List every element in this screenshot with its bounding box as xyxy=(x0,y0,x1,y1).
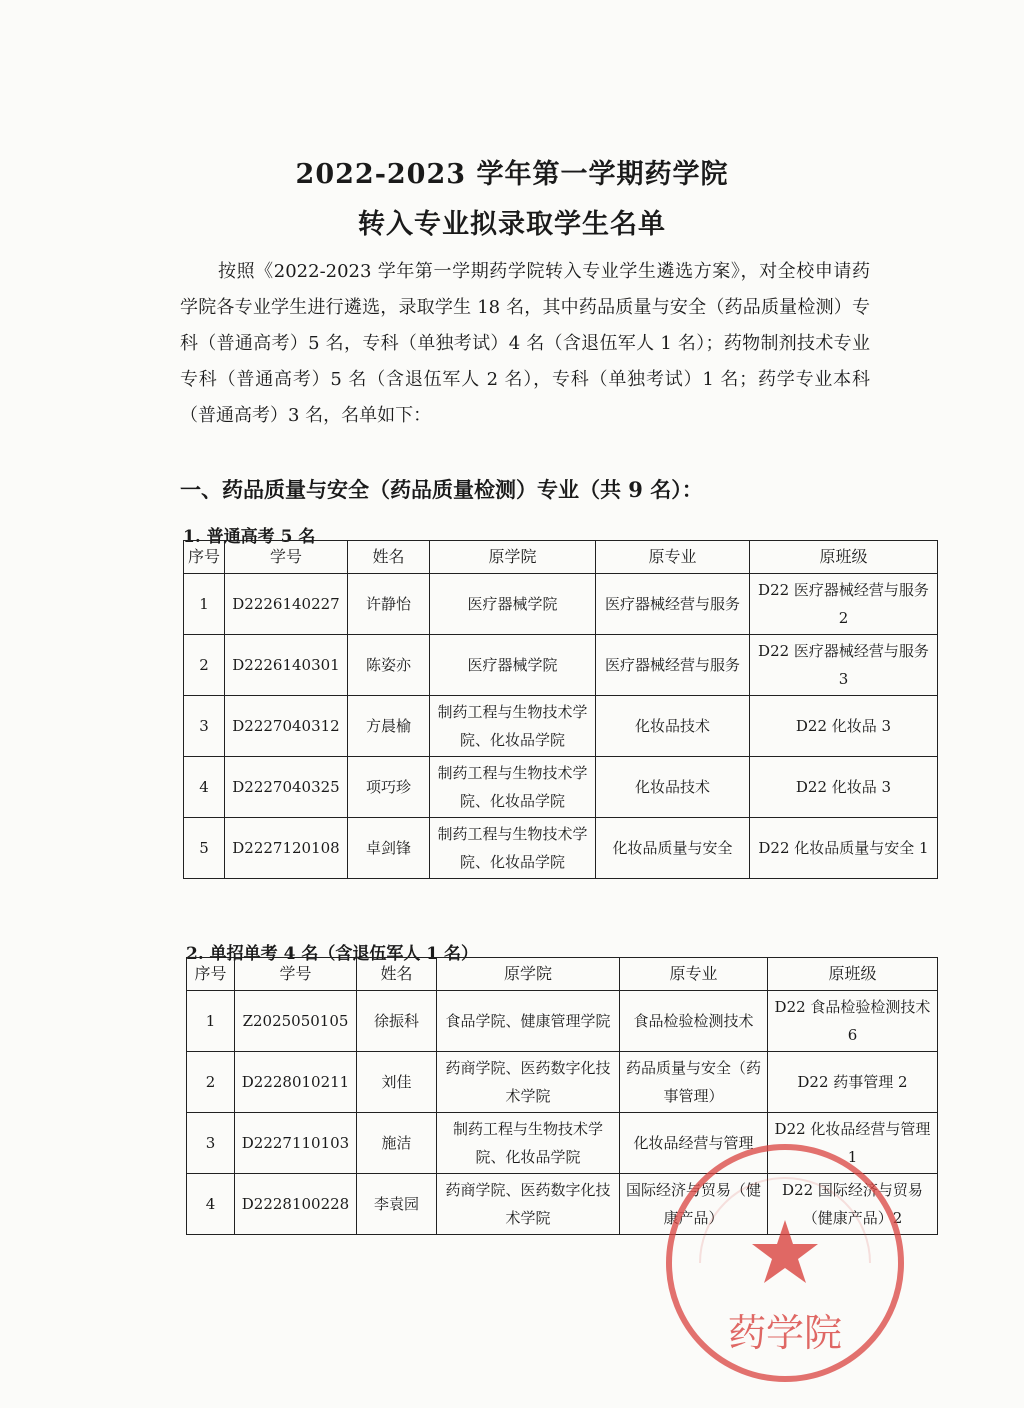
column-header: 序号 xyxy=(184,541,225,574)
table-cell: 化妆品技术 xyxy=(596,696,750,757)
table-cell: D2226140301 xyxy=(225,635,348,696)
table-cell: D22 化妆品质量与安全 1 xyxy=(750,818,938,879)
table-cell: D22 药事管理 2 xyxy=(768,1052,938,1113)
table-cell: 制药工程与生物技术学院、化妆品学院 xyxy=(430,696,596,757)
column-header: 原专业 xyxy=(596,541,750,574)
column-header: 姓名 xyxy=(348,541,430,574)
table-cell: 化妆品技术 xyxy=(596,757,750,818)
seal-star-icon xyxy=(752,1220,818,1283)
table-cell: 3 xyxy=(187,1113,235,1174)
table-cell: D2227040312 xyxy=(225,696,348,757)
table-cell: 药商学院、医药数字化技术学院 xyxy=(437,1052,620,1113)
table-cell: 方晨榆 xyxy=(348,696,430,757)
column-header: 原班级 xyxy=(768,958,938,991)
table-cell: 医疗器械经营与服务 xyxy=(596,574,750,635)
column-header: 原专业 xyxy=(620,958,768,991)
table-cell: 施洁 xyxy=(357,1113,437,1174)
table-cell: 1 xyxy=(187,991,235,1052)
table-cell: 医疗器械经营与服务 xyxy=(596,635,750,696)
table-cell: D2228010211 xyxy=(235,1052,357,1113)
table-row xyxy=(184,574,938,635)
table-cell: 药商学院、医药数字化技术学院 xyxy=(437,1174,620,1235)
table-cell: 徐振科 xyxy=(357,991,437,1052)
table-cell: 药品质量与安全（药事管理） xyxy=(620,1052,768,1113)
intro-text: 按照《2022-2023 学年第一学期药学院转入专业学生遴选方案》，对全校申请药学院各专业学生进行遴选，录取学生 18 名，其中药品质量与安全（药品质量检测）专科（普通高考）5 名，专科（单独考试）4 名（含退伍军人 1 名）；药物制剂技术专业专科（普通高考）5 名（含退伍军人 2 名），专科（单独考试）1 名；药学专业本科（普通高考）3 名，名单如下： xyxy=(180,261,870,426)
table-cell: D22 食品检验检测技术 6 xyxy=(768,991,938,1052)
table-row xyxy=(184,696,938,757)
seal-text: 药学院 xyxy=(727,1311,843,1355)
table-cell: 食品检验检测技术 xyxy=(620,991,768,1052)
section-heading: 一、药品质量与安全（药品质量检测）专业（共 9 名）： xyxy=(180,477,703,502)
table-cell: 许静怡 xyxy=(348,574,430,635)
table-cell: D22 国际经济与贸易（健康产品）2 xyxy=(768,1174,938,1235)
document-subtitle: 转入专业拟录取学生名单 xyxy=(358,209,666,240)
table-cell: D22 化妆品经营与管理 1 xyxy=(768,1113,938,1174)
document-title: 2022-2023 学年第一学期药学院 xyxy=(295,159,729,190)
table-header-row xyxy=(184,541,938,574)
column-header: 原学院 xyxy=(430,541,596,574)
table-row xyxy=(184,818,938,879)
table-cell: D22 医疗器械经营与服务 2 xyxy=(750,574,938,635)
table-cell: 4 xyxy=(184,757,225,818)
table-cell: 制药工程与生物技术学院、化妆品学院 xyxy=(430,757,596,818)
table-cell: D22 化妆品 3 xyxy=(750,757,938,818)
table-cell: 刘佳 xyxy=(357,1052,437,1113)
table-cell: 陈姿亦 xyxy=(348,635,430,696)
table-cell: Z2025050105 xyxy=(235,991,357,1052)
table-cell: D22 医疗器械经营与服务 3 xyxy=(750,635,938,696)
table-cell: 5 xyxy=(184,818,225,879)
table-row xyxy=(187,1052,938,1113)
table-cell: D2227040325 xyxy=(225,757,348,818)
table-cell: 2 xyxy=(184,635,225,696)
table-body xyxy=(184,574,938,879)
column-header: 学号 xyxy=(225,541,348,574)
column-header: 姓名 xyxy=(357,958,437,991)
table-cell: D2228100228 xyxy=(235,1174,357,1235)
table-cell: 项巧珍 xyxy=(348,757,430,818)
table-row xyxy=(184,757,938,818)
table-cell: 李袁园 xyxy=(357,1174,437,1235)
table-row xyxy=(187,991,938,1052)
table-cell: D2227120108 xyxy=(225,818,348,879)
admission-table-regular-exam xyxy=(183,540,938,879)
column-header: 原班级 xyxy=(750,541,938,574)
table-cell: 3 xyxy=(184,696,225,757)
table-cell: 医疗器械学院 xyxy=(430,635,596,696)
table-cell: 卓剑锋 xyxy=(348,818,430,879)
table-cell: 化妆品质量与安全 xyxy=(596,818,750,879)
column-header: 序号 xyxy=(187,958,235,991)
intro-paragraph xyxy=(180,254,870,434)
table-cell: 食品学院、健康管理学院 xyxy=(437,991,620,1052)
table-header-row xyxy=(187,958,938,991)
table-cell: D2227110103 xyxy=(235,1113,357,1174)
column-header: 学号 xyxy=(235,958,357,991)
group-heading-regular-exam: 1. 普通高考 5 名 xyxy=(183,527,316,547)
table-cell: 医疗器械学院 xyxy=(430,574,596,635)
table-cell: D22 化妆品 3 xyxy=(750,696,938,757)
table-cell: 国际经济与贸易（健康产品） xyxy=(620,1174,768,1235)
group-heading-single-exam: 2. 单招单考 4 名（含退伍军人 1 名） xyxy=(186,944,478,964)
table-row xyxy=(184,635,938,696)
table-cell: 4 xyxy=(187,1174,235,1235)
table-cell: 制药工程与生物技术学院、化妆品学院 xyxy=(430,818,596,879)
table-cell: 2 xyxy=(187,1052,235,1113)
column-header: 原学院 xyxy=(437,958,620,991)
table-cell: 化妆品经营与管理 xyxy=(620,1113,768,1174)
table-cell: D2226140227 xyxy=(225,574,348,635)
official-seal-stamp xyxy=(660,1138,910,1388)
table-cell: 1 xyxy=(184,574,225,635)
table-cell: 制药工程与生物技术学院、化妆品学院 xyxy=(437,1113,620,1174)
